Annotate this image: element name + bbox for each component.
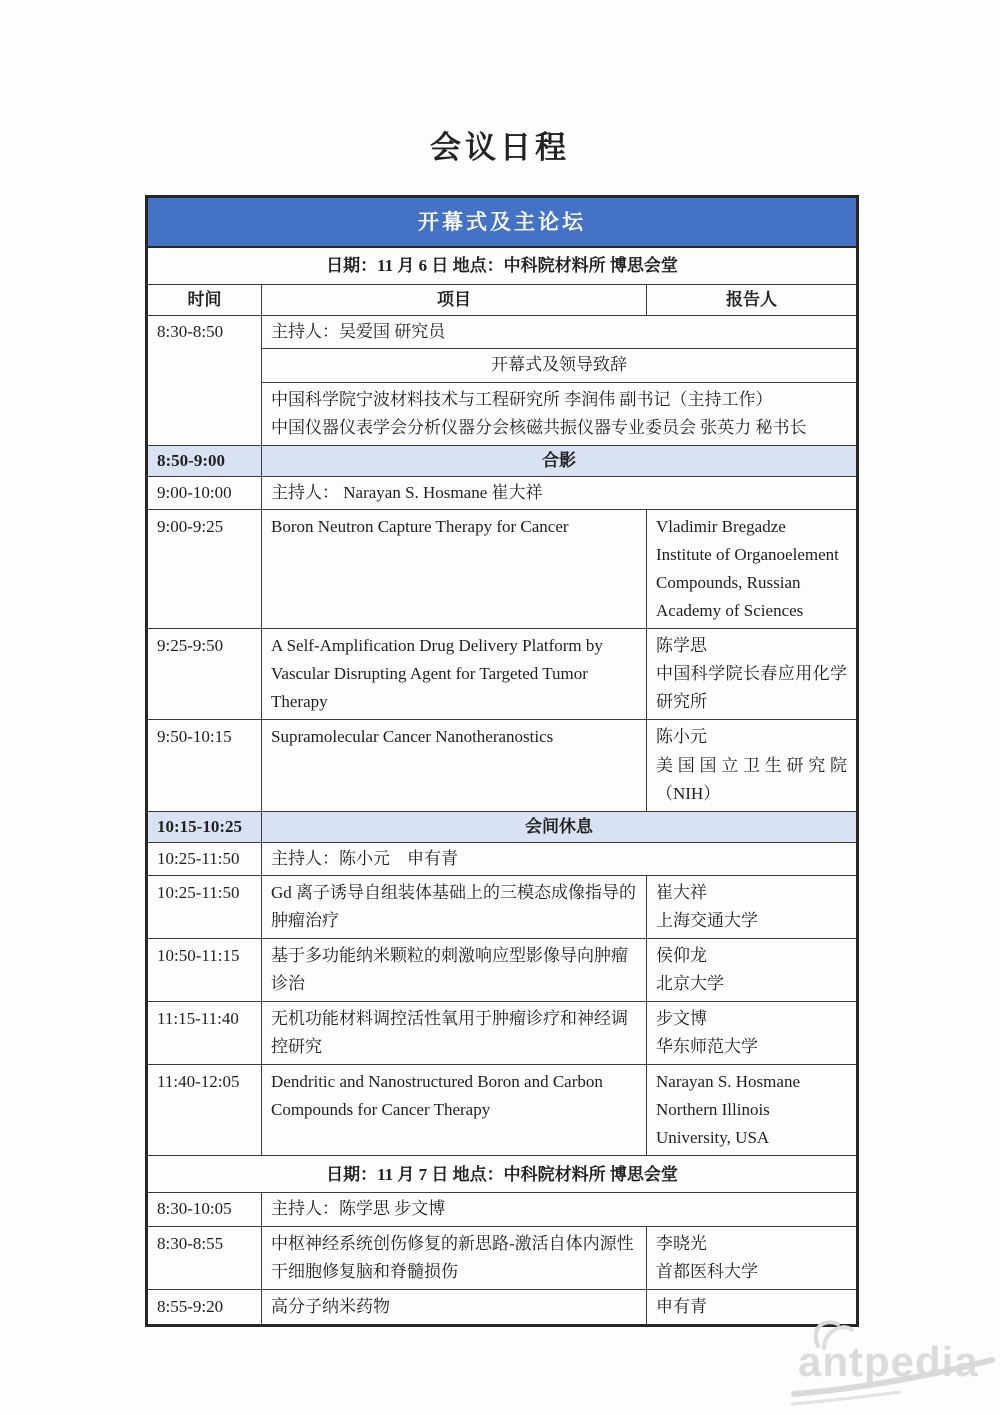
table-row <box>147 476 858 509</box>
speaker-cell <box>647 629 858 720</box>
item-cell: 主持人： Narayan S. Hosmane 崔大祥 <box>262 476 858 509</box>
speaker-affiliation: Institute of Organoelement Compounds, Russian Academy of Sciences <box>656 545 839 621</box>
table-row <box>147 720 858 811</box>
speaker-affiliation: 美国国立卫生研究院（NIH） <box>656 755 847 803</box>
table-row <box>147 510 858 629</box>
section-title: 开幕式及主论坛 <box>147 197 858 248</box>
column-header-row <box>147 285 858 316</box>
item-cell: 会间休息 <box>262 811 858 842</box>
table-row <box>147 1065 858 1156</box>
time-cell: 11:40-12:05 <box>147 1065 262 1156</box>
table-row <box>147 1289 858 1325</box>
table-row <box>147 316 858 349</box>
opening-leader-line-2: 中国仪器仪表学会分析仪器分会核磁共振仪器专业委员会 张英力 秘书长 <box>271 417 807 437</box>
date-row-day1 <box>147 247 858 285</box>
item-cell: 基于多功能纳米颗粒的刺激响应型影像导向肿瘤诊治 <box>262 939 647 1002</box>
antpedia-watermark <box>790 1312 995 1410</box>
speaker-affiliation: 上海交通大学 <box>656 910 758 930</box>
speaker-cell <box>647 1226 858 1289</box>
speaker-name: 陈小元 <box>656 727 707 747</box>
speaker-affiliation: 北京大学 <box>656 974 724 994</box>
speaker-affiliation: 中国科学院长春应用化学研究所 <box>656 664 847 712</box>
item-cell: 无机功能材料调控活性氧用于肿瘤诊疗和神经调控研究 <box>262 1002 647 1065</box>
item-cell: A Self-Amplification Drug Delivery Platform by Vascular Disrupting Agent for Targeted Tumor Therapy <box>262 629 647 720</box>
item-cell: 开幕式及领导致辞 <box>262 349 858 382</box>
table-row <box>147 629 858 720</box>
time-cell: 9:00-9:25 <box>147 510 262 629</box>
page-title: 会议日程 <box>430 130 570 165</box>
speaker-affiliation: Northern Illinois University, USA <box>656 1100 770 1148</box>
date-row-day2 <box>147 1156 858 1193</box>
antpedia-logo-graphic <box>790 1312 995 1410</box>
speaker-cell <box>647 939 858 1002</box>
time-cell: 10:50-11:15 <box>147 939 262 1002</box>
date-day2: 日期：11 月 7 日 地点：中科院材料所 博思会堂 <box>147 1156 858 1193</box>
agenda-table <box>145 195 859 1327</box>
speaker-cell <box>647 1065 858 1156</box>
speaker-cell <box>647 720 858 811</box>
item-cell: Supramolecular Cancer Nanotheranostics <box>262 720 647 811</box>
speaker-name: Vladimir Bregadze <box>656 517 786 537</box>
speaker-affiliation: 首都医科大学 <box>656 1261 758 1281</box>
time-cell: 8:30-10:05 <box>147 1193 262 1226</box>
time-cell: 9:00-10:00 <box>147 476 262 509</box>
item-cell: Gd 离子诱导自组装体基础上的三模态成像指导的肿瘤治疗 <box>262 875 647 938</box>
time-cell: 11:15-11:40 <box>147 1002 262 1065</box>
table-row <box>147 1226 858 1289</box>
table-row <box>147 939 858 1002</box>
speaker-cell <box>647 875 858 938</box>
table-row <box>147 1002 858 1065</box>
speaker-cell <box>647 510 858 629</box>
column-header-item: 项目 <box>262 285 647 316</box>
time-cell: 9:25-9:50 <box>147 629 262 720</box>
column-header-time: 时间 <box>147 285 262 316</box>
time-cell: 10:15-10:25 <box>147 811 262 842</box>
column-header-speaker: 报告人 <box>647 285 858 316</box>
opening-leader-line-1: 中国科学院宁波材料技术与工程研究所 李润伟 副书记（主持工作） <box>271 389 773 409</box>
time-cell: 8:30-8:50 <box>147 316 262 446</box>
item-cell: Boron Neutron Capture Therapy for Cancer <box>262 510 647 629</box>
item-cell: 主持人：吴爱国 研究员 <box>262 316 858 349</box>
speaker-name: 步文博 <box>656 1009 707 1029</box>
item-cell: 合影 <box>262 445 858 476</box>
speaker-name: Narayan S. Hosmane <box>656 1072 800 1092</box>
time-cell: 8:55-9:20 <box>147 1289 262 1325</box>
watermark-text: antpedia <box>798 1338 979 1385</box>
item-cell: 中枢神经系统创伤修复的新思路-激活自体内源性干细胞修复脑和脊髓损伤 <box>262 1226 647 1289</box>
time-cell: 10:25-11:50 <box>147 875 262 938</box>
table-row <box>147 1193 858 1226</box>
time-cell: 10:25-11:50 <box>147 842 262 875</box>
time-cell: 8:50-9:00 <box>147 445 262 476</box>
time-cell: 8:30-8:55 <box>147 1226 262 1289</box>
table-row-highlight <box>147 445 858 476</box>
speaker-cell <box>647 1002 858 1065</box>
date-day1: 日期：11 月 6 日 地点：中科院材料所 博思会堂 <box>147 247 858 285</box>
table-row-highlight <box>147 811 858 842</box>
item-cell: 主持人：陈学思 步文博 <box>262 1193 858 1226</box>
time-cell: 9:50-10:15 <box>147 720 262 811</box>
item-cell: 主持人：陈小元 申有青 <box>262 842 858 875</box>
section-header-row <box>147 197 858 248</box>
item-cell: Dendritic and Nanostructured Boron and Carbon Compounds for Cancer Therapy <box>262 1065 647 1156</box>
item-cell: 高分子纳米药物 <box>262 1289 647 1325</box>
speaker-name: 李晓光 <box>656 1233 707 1253</box>
table-row <box>147 842 858 875</box>
table-row <box>147 875 858 938</box>
speaker-name: 崔大祥 <box>656 882 707 902</box>
speaker-affiliation: 华东师范大学 <box>656 1037 758 1057</box>
speaker-name: 申有青 <box>656 1296 707 1316</box>
item-cell <box>262 382 858 445</box>
speaker-name: 陈学思 <box>656 636 707 656</box>
speaker-name: 侯仰龙 <box>656 946 707 966</box>
